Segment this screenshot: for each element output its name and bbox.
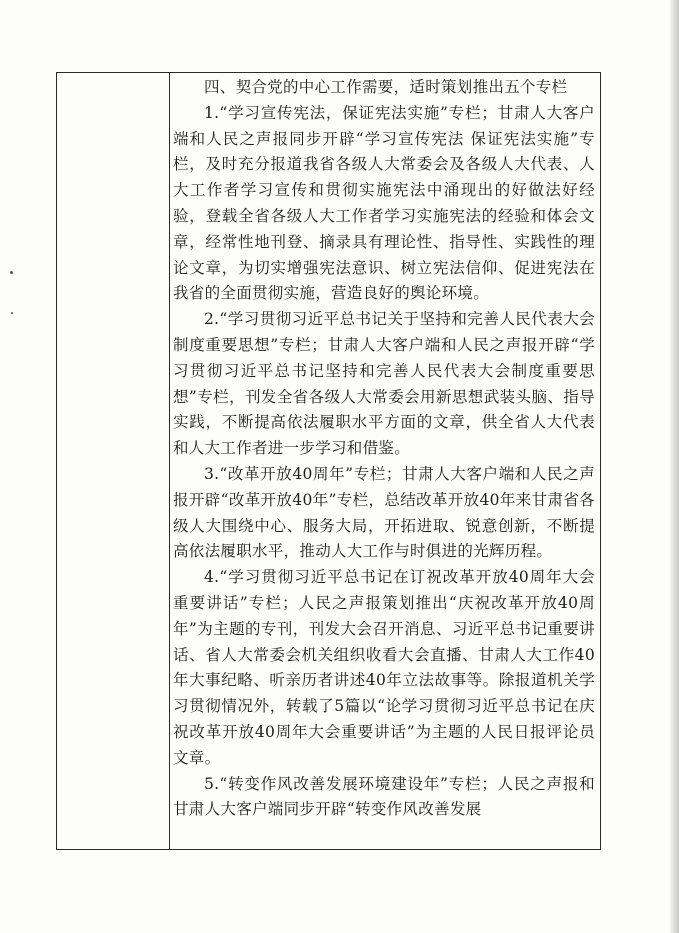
scan-edge <box>670 0 679 933</box>
table-column-divider <box>169 73 170 849</box>
scan-speck <box>11 312 13 314</box>
scan-speck <box>10 271 13 274</box>
section-heading: 四、契合党的中心工作需要，适时策划推出五个专栏 <box>204 78 568 96</box>
paragraph-column-3: 3.“改革开放40周年”专栏；甘肃人大客户端和人民之声报开辟“改革开放40年”专栏，总结改革开放40年来甘肃省各级人大围绕中心、服务大局，开拓进取、锐意创新，不断提高依法履职水平，推动人大工作与时俱进的光辉历程。 <box>173 464 595 561</box>
document-table <box>56 72 601 850</box>
table-content-cell <box>173 75 595 823</box>
paragraph-column-5: 5.“转变作风改善发展环境建设年”专栏；人民之声报和甘肃人大客户端同步开辟“转变作风改善发展 <box>173 774 595 819</box>
paragraph-column-4: 4.“学习贯彻习近平总书记在订祝改革开放40周年大会重要讲话”专栏；人民之声报策划推出“庆祝改革开放40周年”为主题的专刊，刊发大会召开消息、习近平总书记重要讲话、省人大常委会机关组织收看大会直播、甘肃人大工作40年大事纪略、听亲历者讲述40年立法故事等。除报道机关学习贯彻情况外，转载了5篇以“论学习贯彻习近平总书记在庆祝改革开放40周年大会重要讲话”为主题的人民日报评论员文章。 <box>173 568 595 767</box>
paragraph-column-1: 1.“学习宣传宪法，保证宪法实施”专栏；甘肃人大客户端和人民之声报同步开辟“学习宣传宪法 保证宪法实施”专栏，及时充分报道我省各级人大常委会及各级人大代表、人大工作者学习宣传和贯彻实施宪法中涌现出的好做法好经验，登载全省各级人大工作者学习实施宪法的经验和体会文章，经常性地刊登、摘录具有理论性、指导性、实践性的理论文章，为切实增强宪法意识、树立宪法信仰、促进宪法在我省的全面贯彻实施，营造良好的舆论环境。 <box>173 103 595 303</box>
paragraph-column-2: 2.“学习贯彻习近平总书记关于坚持和完善人民代表大会制度重要思想”专栏；甘肃人大客户端和人民之声报开辟“学习贯彻习近平总书记坚持和完善人民代表大会制度重要思想”专栏，刊发全省各级人大常委会用新思想武装头脑、指导实践，不断提高依法履职水平方面的文章，供全省人大代表和人大工作者进一步学习和借鉴。 <box>173 310 595 458</box>
